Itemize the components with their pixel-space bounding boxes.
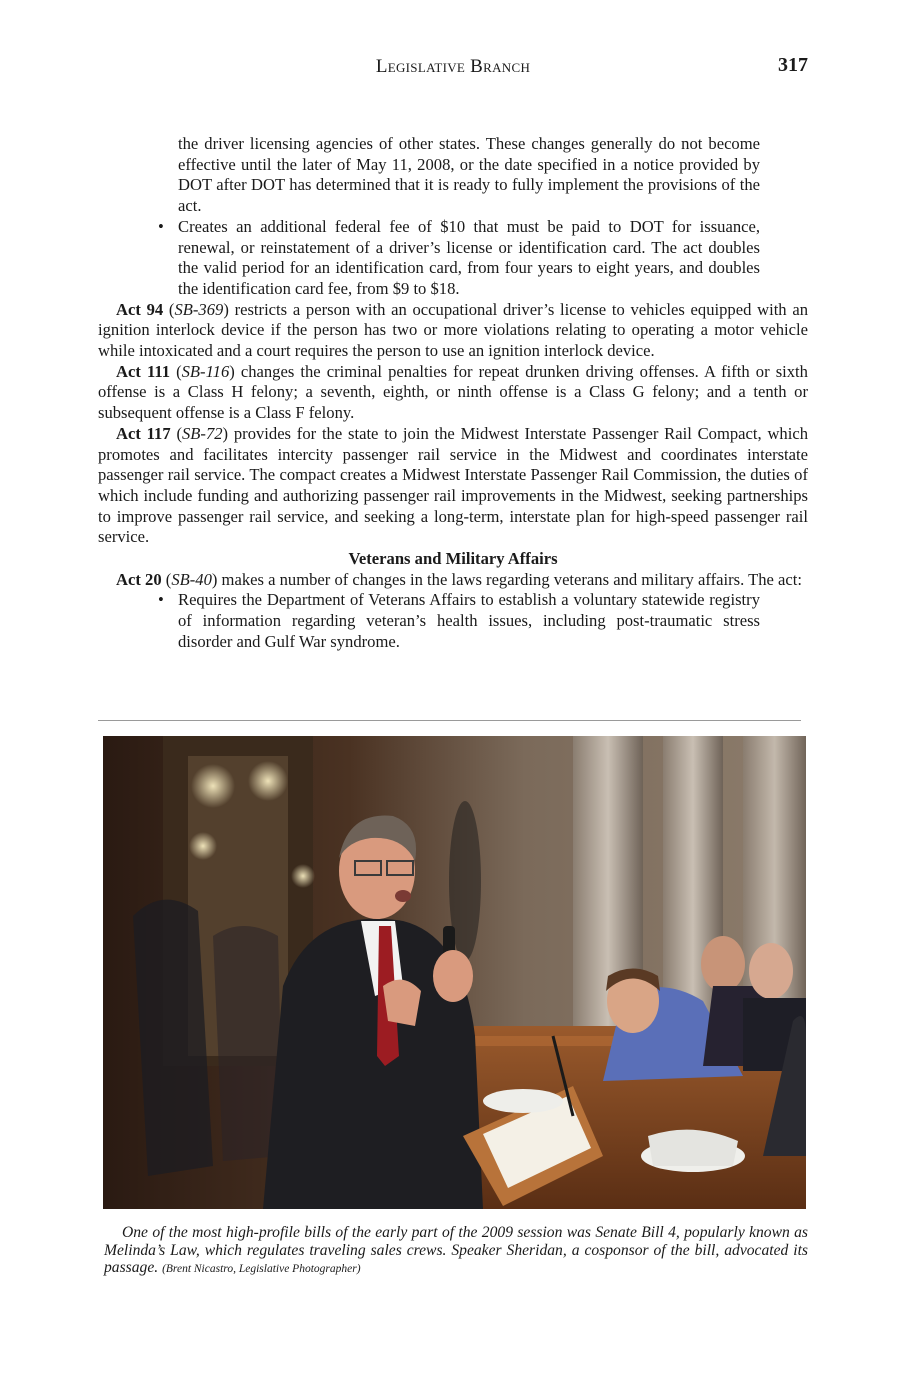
act-20-bill: SB-40 (171, 569, 212, 589)
act-94-name: Act 94 (116, 299, 164, 319)
bullet-dot: • (158, 590, 164, 610)
senate-chamber-photo (103, 736, 806, 1209)
act-20-name: Act 20 (116, 569, 162, 589)
bullet-registry-text: Requires the Department of Veterans Affairs to establish a voluntary statewide registry of information regarding veteran’s health issues, including post-traumatic stress disorder and Gulf War syndrome. (178, 590, 760, 651)
running-head: Legislative Branch (375, 56, 531, 77)
divider-rule (98, 720, 801, 721)
act-117-text: ) provides for the state to join the Midwest Interstate Passenger Rail Compact, which promotes and facilitates intercity passenger rail service in the Midwest and coordinates interstate passenger rail service. The compact creates a Midwest Interstate Passenger Rail Commission, the duties of which include funding and authorizing passenger rail improvements in the Midwest, seeking partnerships to improve passenger rail service, and seeking a long-term, interstate plan for high-speed passenger rail service. (98, 423, 809, 547)
act-20-paragraph: Act 20 (SB-40) makes a number of changes in the laws regarding veterans and military affairs. The act: (116, 569, 802, 589)
bullet-list-veterans (158, 590, 760, 652)
act-20-text: ) makes a number of changes in the laws regarding veterans and military affairs. The act: (211, 569, 802, 589)
caption-text: One of the most high-profile bills of the early part of the 2009 session was Senate Bill 4, popularly known as Melinda’s Law, which regulates traveling sales crews. Speaker Sheridan, a cosponsor of the bill, advocated its passage. (104, 1224, 808, 1276)
bullet-list-top (158, 134, 760, 300)
act-111-paragraph: Act 111 (SB-116) changes the criminal penalties for repeat drunken driving offenses. A fifth or sixth offense is a Class H felony; a seventh, eighth, or ninth offense is a Class G felony; and a tenth or subsequent offense is a Class F felony. (98, 361, 808, 423)
photo-caption (104, 1224, 808, 1279)
page-header (98, 52, 808, 82)
act-117-bill: SB-72 (181, 423, 223, 443)
bullet-continued-text: the driver licensing agencies of other states. These changes generally do not become effective until the later of May 11, 2008, or the date specified in a notice provided by DOT after DOT has determined that it is ready to fully implement the provisions of the act. (178, 134, 760, 216)
act-94-paragraph: Act 94 (SB-369) restricts a person with an occupational driver’s license to vehicles equipped with an ignition interlock device if the person has two or more violations relating to operating a motor vehicle while intoxicated and a court requires the person to use an ignition interlock device. (98, 299, 808, 361)
photo-credit: (Brent Nicastro, Legislative Photographer) (162, 1263, 361, 1275)
act-111-text: ) changes the criminal penalties for repeat drunken driving offenses. A fifth or sixth offense is a Class H felony; a seventh, eighth, or ninth offense is a Class G felony; and a tenth or subsequent offense is a Class F felony. (98, 361, 808, 423)
bullet-item-federal-fee (158, 216, 760, 300)
body-text (98, 134, 808, 653)
bullet-dot: • (158, 216, 164, 236)
bullet-item-continued (178, 134, 760, 217)
act-117-name: Act 117 (116, 423, 171, 443)
act-94-text: ) restricts a person with an occupational driver’s license to vehicles equipped with an ignition interlock device if the person has two or more violations relating to operating a motor vehicle while intoxicated and a court requires the person to use an ignition interlock device. (98, 299, 808, 361)
act-111-bill: SB-116 (181, 361, 230, 381)
page-number: 317 (778, 54, 808, 76)
section-heading: Veterans and Military Affairs (348, 549, 558, 569)
bullet-federal-fee-text: Creates an additional federal fee of $10 that must be paid to DOT for issuance, renewal, or reinstatement of a driver’s license or identification card. The act doubles the valid period for an identification card, from four years to eight years, and doubles the identification card fee, from $9 to $18. (178, 216, 760, 298)
act-111-name: Act 111 (116, 361, 171, 381)
act-117-paragraph: Act 117 (SB-72) provides for the state to join the Midwest Interstate Passenger Rail Compact, which promotes and facilitates intercity passenger rail service in the Midwest and coordinates interstate passenger rail service. The compact creates a Midwest Interstate Passenger Rail Commission, the duties of which include funding and authorizing passenger rail improvements in the Midwest, seeking partnerships to improve passenger rail service, and seeking a long-term, interstate plan for high-speed passenger rail service. (98, 423, 809, 547)
photo-illustration (103, 736, 806, 1209)
bullet-item-registry (158, 590, 760, 652)
act-94-bill: SB-369 (174, 299, 224, 319)
